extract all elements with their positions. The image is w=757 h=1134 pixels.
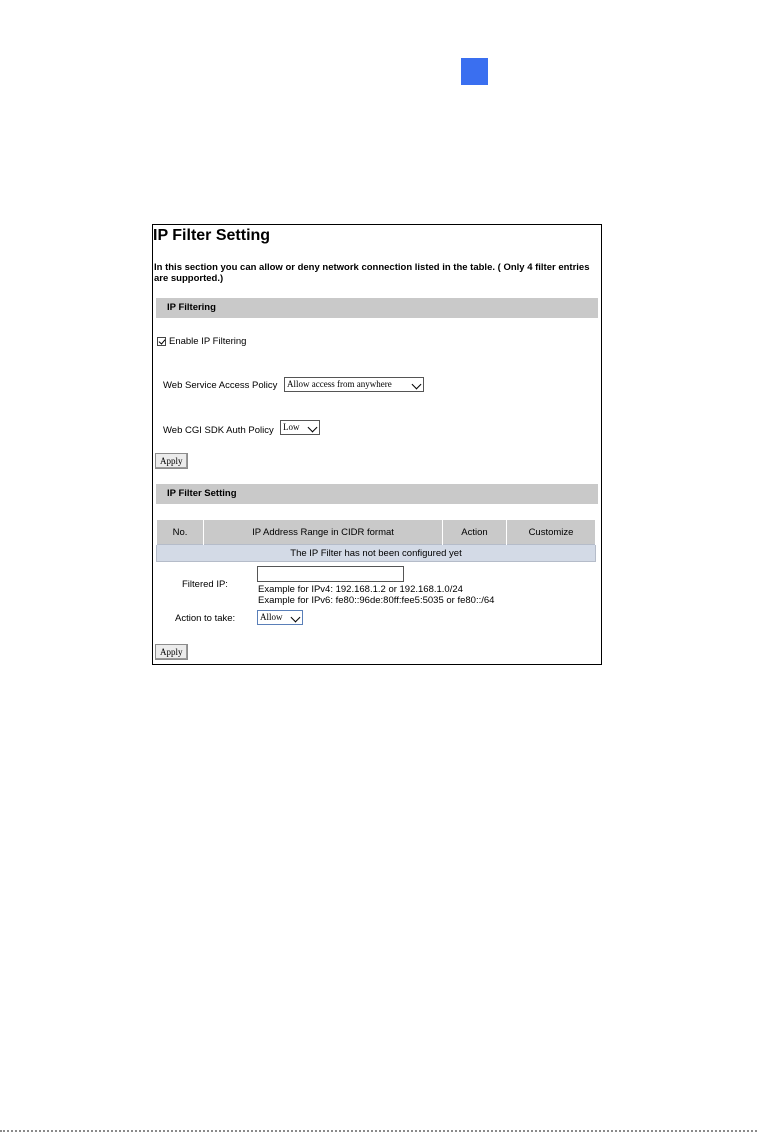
chevron-down-icon [291,613,301,623]
column-header-ip-range: IP Address Range in CIDR format [204,520,443,545]
web-service-policy-label: Web Service Access Policy [163,380,278,391]
action-to-take-value: Allow [260,612,283,622]
apply-ip-filter-button[interactable]: Apply [155,644,188,660]
ip-filtering-header: IP Filtering [156,298,598,318]
table-header-row [157,520,596,545]
intro-text: In this section you can allow or deny network connection listed in the table. ( Only 4 filter entries are supported.) [154,262,590,284]
action-to-take-select[interactable] [257,610,303,625]
web-service-policy-select[interactable] [284,377,424,392]
chevron-down-icon [308,423,318,433]
page-bottom-rule [0,1130,757,1132]
action-to-take-label: Action to take: [175,613,236,624]
example-ipv4-text: Example for IPv4: 192.168.1.2 or 192.168.1.0/24 [258,584,463,595]
ip-filter-setting-header: IP Filter Setting [156,484,598,504]
ip-filter-table [156,520,596,562]
column-header-no: No. [157,520,204,545]
apply-ip-filtering-button[interactable]: Apply [155,453,188,469]
table-row [157,545,596,562]
cgi-sdk-policy-label: Web CGI SDK Auth Policy [163,425,274,436]
enable-ip-filtering-label: Enable IP Filtering [169,336,247,347]
web-service-policy-value: Allow access from anywhere [287,379,392,389]
chevron-down-icon [412,380,422,390]
checkmark-icon [159,337,166,344]
cgi-sdk-policy-select[interactable] [280,420,320,435]
example-ipv6-text: Example for IPv6: fe80::96de:80ff:fee5:5035 or fe80::/64 [258,595,495,606]
enable-ip-filtering-row [157,336,246,347]
page-marker-square [461,58,488,85]
empty-table-message: The IP Filter has not been configured yet [157,545,596,562]
ip-filter-panel [152,224,602,665]
filtered-ip-label: Filtered IP: [182,579,228,590]
enable-ip-filtering-checkbox[interactable] [157,337,166,346]
page-title: IP Filter Setting [153,227,271,244]
column-header-customize: Customize [507,520,596,545]
column-header-action: Action [443,520,507,545]
cgi-sdk-policy-value: Low [283,422,300,432]
filtered-ip-input[interactable] [257,566,404,582]
